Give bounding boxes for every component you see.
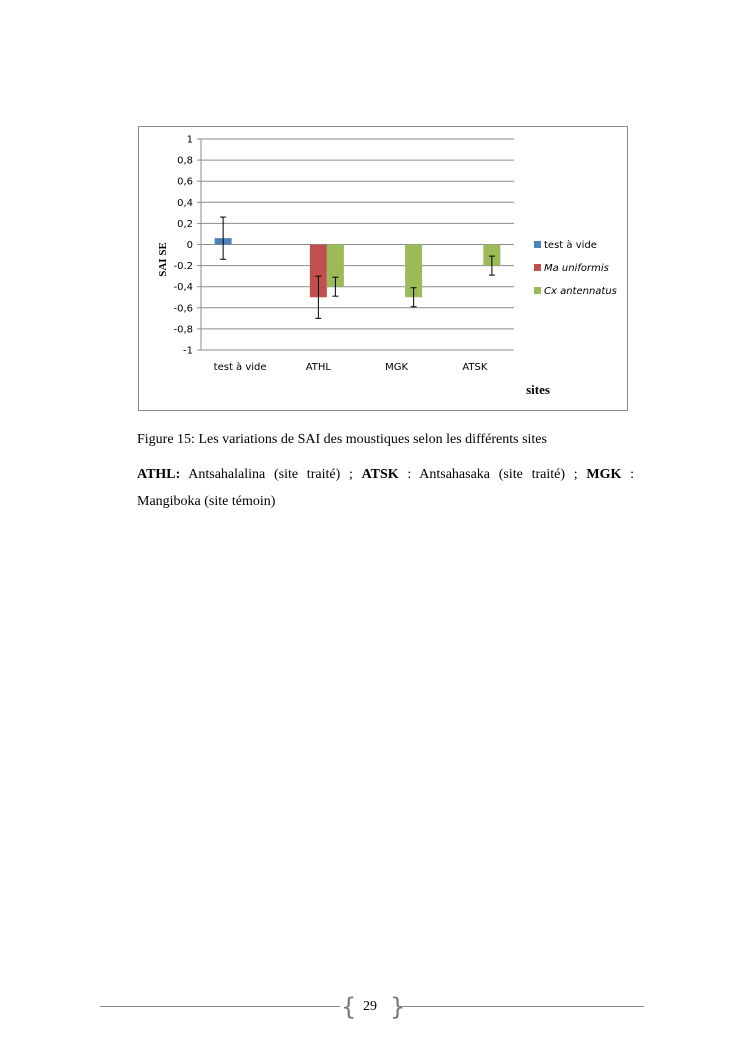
y-tick-label: 0,8 <box>177 155 193 167</box>
left-brace-icon: { <box>341 993 357 1021</box>
x-tick-label: ATHL <box>305 362 332 373</box>
legend-swatch <box>534 241 541 248</box>
y-tick-label: -0,6 <box>173 303 193 315</box>
y-tick-label: 0,4 <box>177 197 193 209</box>
y-tick-label: -0,4 <box>173 282 193 294</box>
figure-caption: Figure 15: Les variations de SAI des moustiques selon les différents sites <box>137 432 547 447</box>
y-tick-label: -0.2 <box>173 261 193 273</box>
atsk-text: : Antsahasaka (site traité) ; <box>398 467 587 482</box>
x-axis-label: sites <box>526 382 550 397</box>
abbreviation-note <box>137 461 634 515</box>
footer-line-left <box>100 1006 340 1007</box>
y-axis-label: SAI SE <box>157 242 169 277</box>
bar-chart <box>138 126 628 411</box>
footer-line-right <box>400 1006 644 1007</box>
legend-label: test à vide <box>544 240 597 251</box>
y-tick-label: -0,8 <box>173 324 193 336</box>
y-tick-label: 1 <box>186 134 193 146</box>
mgk-text: : Mangiboka (site témoin) <box>137 467 634 509</box>
y-tick-label: 0,2 <box>177 218 193 230</box>
x-tick-label: MGK <box>385 362 409 373</box>
y-tick-label: 0,6 <box>177 176 193 188</box>
legend-label: Ma uniformis <box>544 263 609 274</box>
athl-abbr: ATHL: <box>137 467 181 482</box>
mgk-abbr: MGK <box>586 467 622 482</box>
legend-label: Cx antennatus <box>544 286 617 297</box>
page-number: 29 <box>363 999 377 1014</box>
athl-text: Antsahalalina (site traité) ; <box>180 467 362 482</box>
x-tick-label: ATSK <box>462 362 488 373</box>
x-tick-label: test à vide <box>213 362 267 373</box>
right-brace-icon: } <box>390 993 406 1021</box>
legend-swatch <box>534 264 541 271</box>
atsk-abbr: ATSK <box>361 467 399 482</box>
y-tick-label: 0 <box>186 240 193 251</box>
y-tick-label: -1 <box>183 345 193 357</box>
legend-swatch <box>534 287 541 294</box>
